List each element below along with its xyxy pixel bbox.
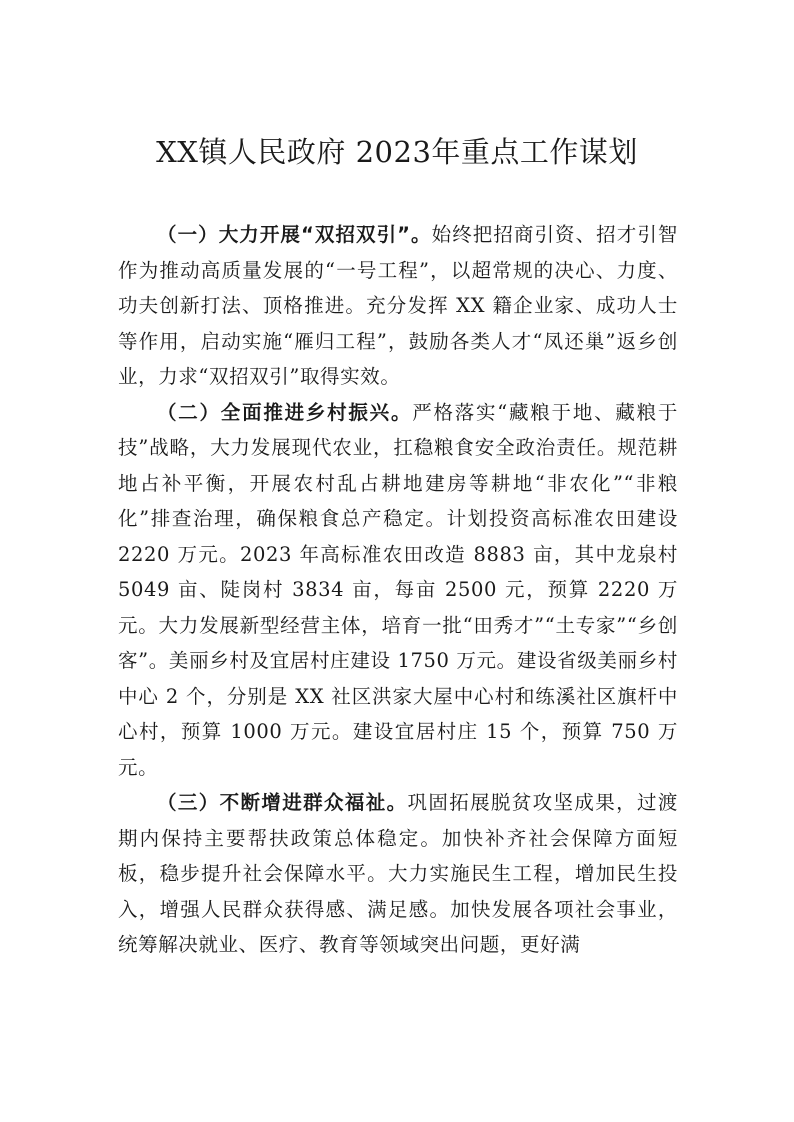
paragraph-2-text: 严格落实“藏粮于地、藏粮于技”战略，大力发展现代农业，扛稳粮食安全政治责任。规范耕地占补平衡，开展农村乱占耕地建房等耕地“非农化”“非粮化”排查治理，确保粮食总产稳定。计划投资高标准农田建设 2220 万元。2023 年高标准农田改造 8883 亩，其中龙泉村 5049 亩、陡岗村 3834 亩，每亩 2500 元，预算 2220 万元。大力发展新型经营主体，培育一批“田秀才”“土专家”“乡创客”。美丽乡村及宜居村庄建设 1750 万元。建设省级美丽乡村中心 2 个，分别是 XX 社区洪家大屋中心村和练溪社区旗杆中心村，预算 1000 万元。建设宜居村庄 15 个，预算 750 万元。	[118, 400, 678, 779]
document-body	[118, 217, 678, 963]
paragraph-2-heading: （二）全面推进乡村振兴。	[157, 400, 413, 424]
paragraph-1-text: 始终把招商引资、招才引智作为推动高质量发展的“一号工程”，以超常规的决心、力度、功夫创新打法、顶格推进。充分发挥 XX 籍企业家、成功人士等作用，启动实施“雁归工程”，鼓励各类人才“凤还巢”返乡创业，力求“双招双引”取得实效。	[118, 223, 678, 388]
paragraph-3-text: 巩固拓展脱贫攻坚成果，过渡期内保持主要帮扶政策总体稳定。加快补齐社会保障方面短板，稳步提升社会保障水平。大力实施民生工程，增加民生投入，增强人民群众获得感、满足感。加快发展各项社会事业，统筹解决就业、医疗、教育等领域突出问题，更好满	[118, 791, 678, 956]
document-title: XX镇人民政府 2023年重点工作谋划	[156, 135, 638, 169]
paragraph-3	[118, 785, 678, 963]
paragraph-1	[118, 217, 678, 395]
paragraph-1-heading: （一）大力开展“双招双引”。	[157, 223, 432, 246]
paragraph-3-heading: （三）不断增进群众福祉。	[157, 791, 408, 814]
paragraph-2	[118, 395, 678, 786]
